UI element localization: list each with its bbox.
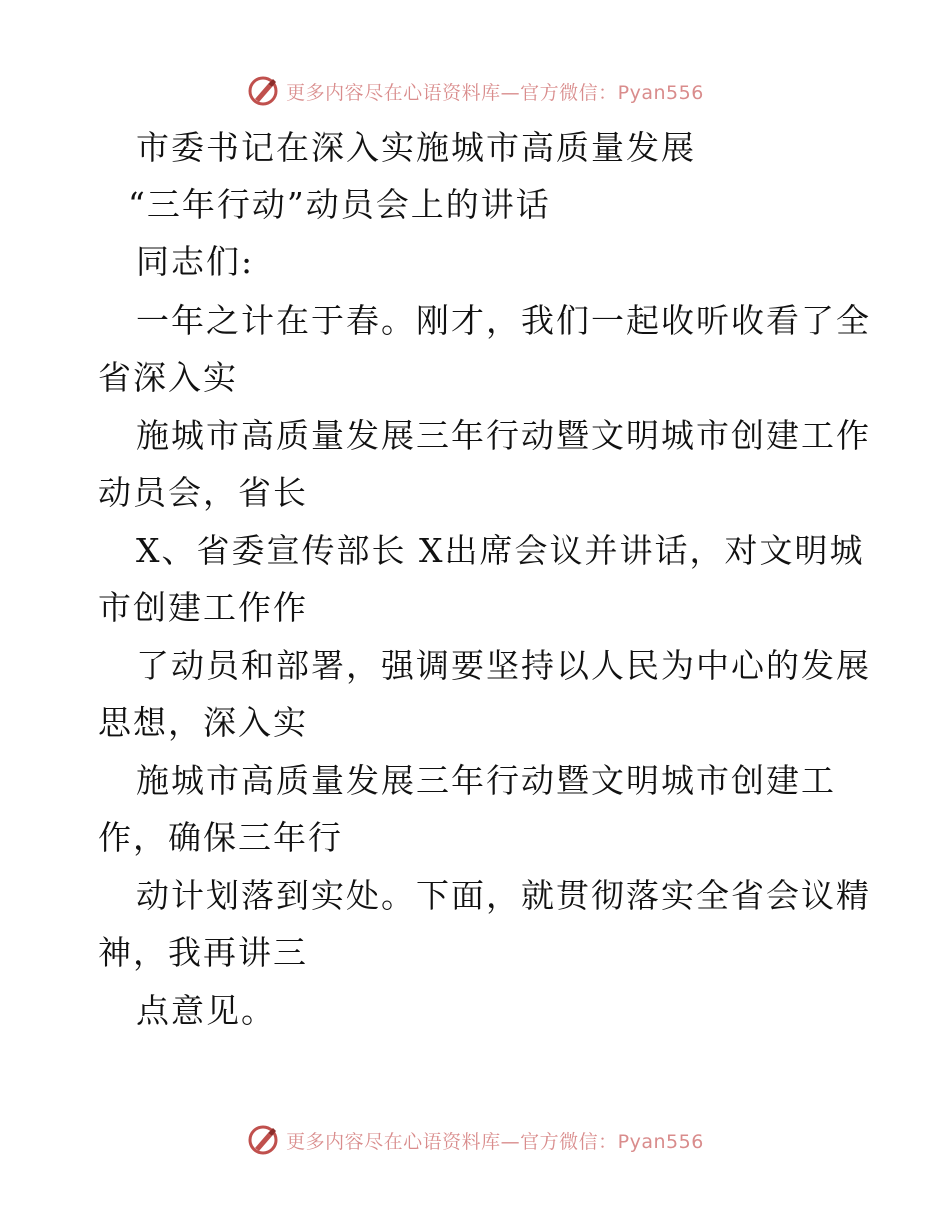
footer-watermark bbox=[0, 1120, 950, 1160]
pen-circle-logo-icon bbox=[246, 74, 280, 108]
paragraph-line: 点意见。 bbox=[136, 991, 276, 1030]
watermark-text: 更多内容尽在心语资料库—官方微信：Pyan556 bbox=[286, 81, 704, 104]
paragraph-line: 施城市高质量发展三年行动暨文明城市创建工 bbox=[136, 761, 836, 800]
title-line-1: 市委书记在深入实施城市高质量发展 bbox=[136, 128, 696, 167]
paragraph-line: 动计划落到实处。下面，就贯彻落实全省会议精 bbox=[136, 876, 871, 915]
paragraph-line: 作，确保三年行 bbox=[98, 818, 343, 857]
pen-circle-logo-icon bbox=[246, 1123, 280, 1157]
paragraph-line: 省深入实 bbox=[98, 358, 238, 397]
paragraph-line: 施城市高质量发展三年行动暨文明城市创建工作 bbox=[136, 416, 871, 455]
watermark-text: 更多内容尽在心语资料库—官方微信：Pyan556 bbox=[286, 1130, 704, 1153]
paragraph-line: 一年之计在于春。刚才，我们一起收听收看了全 bbox=[136, 301, 871, 340]
paragraph-line: 动员会，省长 bbox=[98, 473, 308, 512]
paragraph-line: 神，我再讲三 bbox=[98, 933, 308, 972]
paragraph-line: X、省委宣传部长 X出席会议并讲话，对文明城 bbox=[136, 531, 865, 570]
paragraph-line: 市创建工作作 bbox=[98, 588, 308, 627]
title-line-2: “三年行动”动员会上的讲话 bbox=[128, 185, 551, 224]
salutation: 同志们: bbox=[136, 242, 255, 281]
paragraph-line: 思想，深入实 bbox=[98, 703, 308, 742]
paragraph-line: 了动员和部署，强调要坚持以人民为中心的发展 bbox=[136, 646, 871, 685]
header-watermark bbox=[0, 71, 950, 111]
